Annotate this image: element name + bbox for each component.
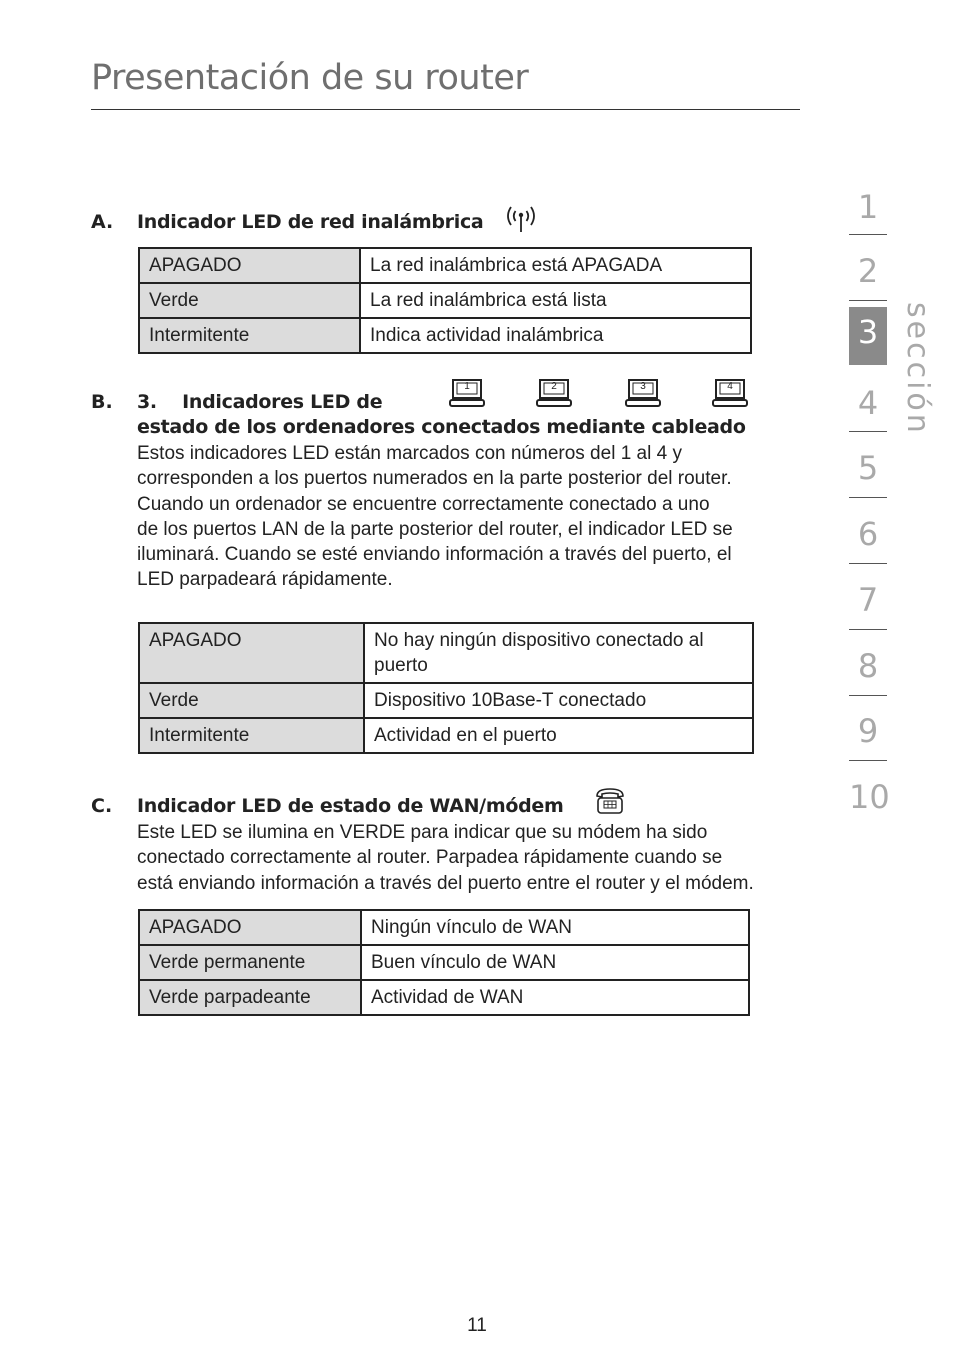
title-divider (91, 109, 800, 110)
led-meaning: Dispositivo 10Base-T conectado (364, 683, 753, 718)
led-state: Verde permanente (139, 945, 361, 980)
led-meaning: Ningún vínculo de WAN (361, 910, 749, 945)
table-row (139, 248, 751, 283)
led-meaning: Buen vínculo de WAN (361, 945, 749, 980)
section-divider (849, 695, 887, 696)
port-number-label: 2 (551, 381, 557, 392)
section-number-4[interactable]: 4 (857, 384, 879, 422)
table-row (139, 623, 753, 683)
led-state: APAGADO (139, 623, 364, 683)
page-number: 11 (467, 1315, 487, 1336)
led-meaning: No hay ningún dispositivo conectado al puerto (364, 623, 753, 683)
led-state: Verde (139, 283, 360, 318)
section-divider (849, 234, 887, 235)
led-meaning: Indica actividad inalámbrica (360, 318, 751, 353)
section-b-letter: B. (91, 391, 113, 413)
section-number-10[interactable]: 10 (849, 778, 890, 816)
table-row (139, 283, 751, 318)
section-number-3[interactable]: 3 (849, 307, 887, 365)
paragraph-line: conectado correctamente al router. Parpadea rápidamente cuando se (137, 847, 723, 869)
section-c-paragraph (137, 820, 754, 896)
section-divider (849, 431, 887, 432)
led-state: APAGADO (139, 248, 360, 283)
section-divider (849, 497, 887, 498)
led-state: Verde parpadeante (139, 980, 361, 1015)
table-row (139, 683, 753, 718)
table-row (139, 910, 749, 945)
paragraph-line: Cuando un ordenador se encuentre correctamente conectado a uno (137, 493, 710, 515)
section-divider (849, 563, 887, 564)
section-number-6[interactable]: 6 (857, 515, 879, 553)
led-meaning: La red inalámbrica está lista (360, 283, 751, 318)
section-number-9[interactable]: 9 (857, 712, 879, 750)
computer-icon (449, 379, 485, 414)
section-divider (849, 629, 887, 630)
paragraph-line: Estos indicadores LED están marcados con números del 1 al 4 y (137, 443, 682, 464)
section-divider (849, 300, 887, 301)
section-number-1[interactable]: 1 (857, 188, 879, 226)
section-c-table (138, 909, 750, 1016)
led-meaning: Actividad en el puerto (364, 718, 753, 753)
section-number-8[interactable]: 8 (857, 647, 879, 685)
modem-phone-icon (594, 787, 626, 815)
section-number-7[interactable]: 7 (857, 581, 879, 619)
table-row (139, 945, 749, 980)
page-title: Presentación de su router (91, 58, 529, 98)
led-meaning: La red inalámbrica está APAGADA (360, 248, 751, 283)
table-row (139, 318, 751, 353)
port-number-label: 3 (640, 381, 646, 392)
paragraph-line: LED parpadeará rápidamente. (137, 569, 393, 591)
computer-icon (712, 379, 748, 414)
section-number-2[interactable]: 2 (857, 252, 879, 290)
section-b-table (138, 622, 754, 754)
led-meaning: Actividad de WAN (361, 980, 749, 1015)
section-a-letter: A. (91, 211, 114, 233)
section-number-5[interactable]: 5 (857, 449, 879, 487)
section-c-letter: C. (91, 795, 113, 817)
section-label: sección (900, 302, 935, 436)
port-number-label: 1 (464, 381, 470, 392)
led-state: Intermitente (139, 318, 360, 353)
led-state: Intermitente (139, 718, 364, 753)
paragraph-line: corresponden a los puertos numerados en la parte posterior del router. (137, 468, 732, 490)
paragraph-line: iluminará. Cuando se esté enviando información a través del puerto, el (137, 544, 732, 566)
wireless-icon (503, 203, 539, 235)
section-b-paragraph (137, 441, 733, 593)
section-b-heading: 3. Indicadores LED de (137, 391, 383, 413)
section-a-table (138, 247, 752, 354)
section-b-heading-2: estado de los ordenadores conectados mediante cableado (137, 416, 746, 438)
paragraph-line: está enviando información a través del puerto entre el router y el módem. (137, 872, 754, 894)
led-state: Verde (139, 683, 364, 718)
table-row (139, 718, 753, 753)
section-c-heading: Indicador LED de estado de WAN/módem (137, 795, 564, 817)
section-a-heading: Indicador LED de red inalámbrica (137, 211, 484, 233)
computer-icon (625, 379, 661, 414)
computer-icon (536, 379, 572, 414)
table-row (139, 980, 749, 1015)
port-number-label: 4 (727, 381, 733, 392)
led-state: APAGADO (139, 910, 361, 945)
paragraph-line: Este LED se ilumina en VERDE para indicar que su módem ha sido (137, 822, 708, 843)
section-divider (849, 760, 887, 761)
paragraph-line: de los puertos LAN de la parte posterior del router, el indicador LED se (137, 518, 733, 540)
